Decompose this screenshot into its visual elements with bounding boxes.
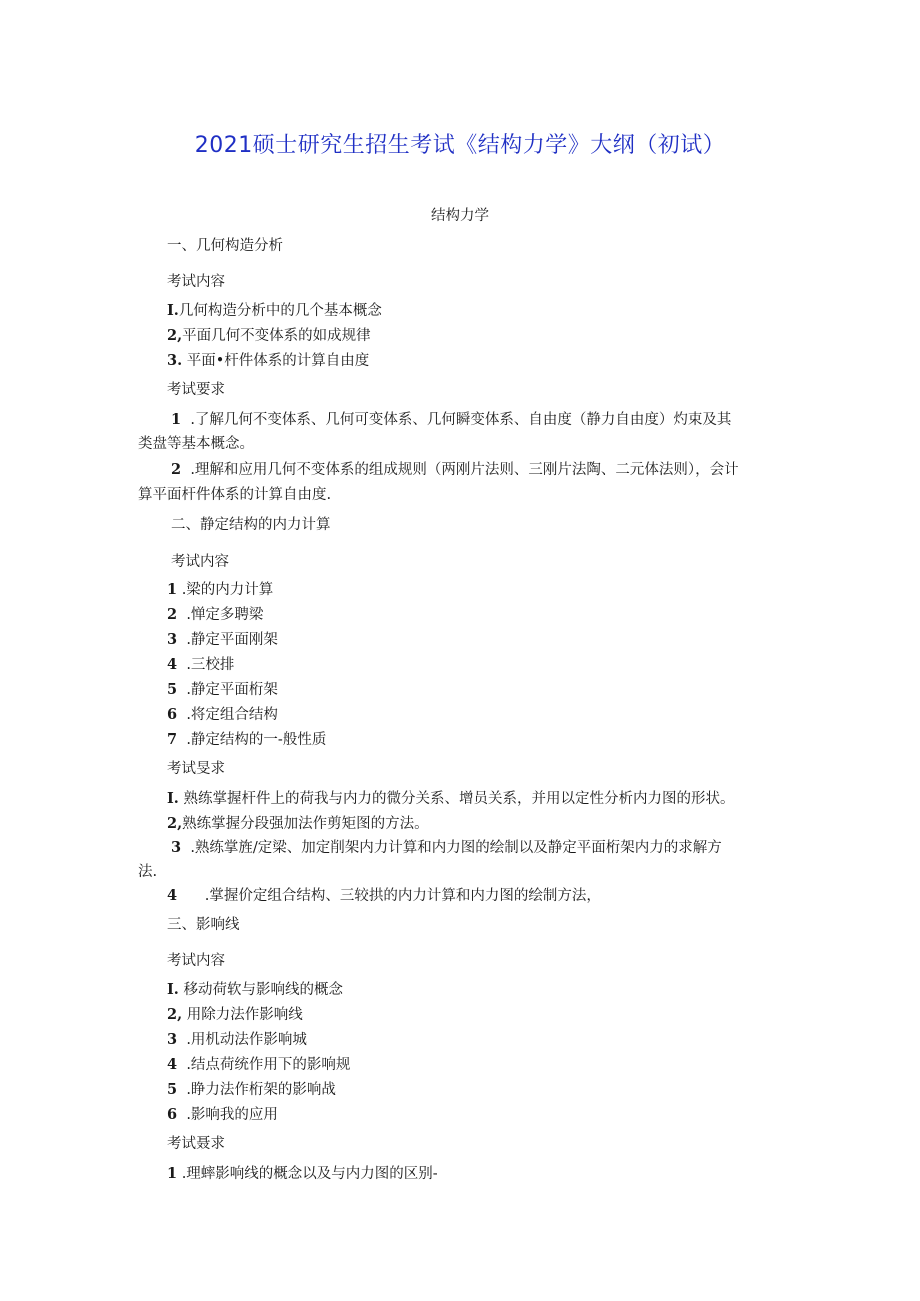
item-text: 移动荷软与影响线的概念 (183, 982, 343, 998)
item-text: .梁的内力计算 (181, 582, 274, 598)
item-number: 2, (167, 327, 183, 344)
item-number: 6 (167, 1106, 178, 1123)
item-number: 1 (167, 581, 178, 598)
section-heading: 一、几何构造分析 (167, 238, 283, 254)
item-text: .结点荷统作用下的影响规 (186, 1057, 351, 1073)
item-number: 3. (167, 352, 183, 369)
item-number: 1 (171, 411, 182, 428)
item-number: 4 (167, 887, 178, 904)
item-number: I. (167, 790, 179, 807)
item-text: 平面几何不变体系的如成规律 (182, 328, 371, 344)
requirement-item-continuation: 算平面杆件体系的计算自由度. (138, 487, 332, 503)
requirement-item (171, 838, 722, 858)
document-subtitle: 结构力学 (431, 208, 489, 224)
item-number: I. (167, 981, 179, 998)
requirement-item (167, 789, 734, 809)
item-number: I. (167, 302, 179, 319)
item-number: 4 (167, 1056, 178, 1073)
requirement-heading: 考试聂求 (167, 1136, 225, 1152)
list-item (167, 605, 263, 625)
item-text: .睁力法作桁架的影响战 (186, 1082, 336, 1098)
item-text: .三校排 (186, 657, 235, 673)
content-heading: 考试内容 (171, 554, 229, 570)
section-heading: 三、影响线 (167, 917, 240, 933)
requirement-item (171, 460, 739, 480)
requirement-heading: 考试要求 (167, 382, 225, 398)
item-number: 2 (167, 606, 178, 623)
item-text: .惮定多聘梁 (186, 607, 264, 623)
item-text: 几何构造分析中的几个基本概念 (178, 303, 382, 319)
item-number: 5 (167, 1081, 178, 1098)
item-text: .静定平面桁架 (186, 682, 278, 698)
requirement-item (167, 886, 601, 906)
list-item (167, 1030, 307, 1050)
item-text: .熟练掌旌/定梁、加定削架内力计算和内力图的绘制以及静定平面桁架内力的求解方 (190, 840, 722, 856)
requirement-item (171, 410, 731, 430)
item-text: 平面•杆件体系的计算自由度 (186, 353, 370, 369)
item-text: .理解和应用几何不变体系的组成规则（两刚片法则、三刚片法陶、二元体法则），会计 (190, 462, 739, 478)
list-item (167, 680, 278, 700)
list-item (167, 705, 278, 725)
list-item (167, 730, 326, 750)
requirement-item (167, 1164, 438, 1184)
item-text: .了解几何不变体系、几何可变体系、几何瞬变体系、自由度（静力自由度）灼束及其 (190, 412, 732, 428)
item-number: 2, (167, 1006, 183, 1023)
list-item (167, 980, 343, 1000)
item-text: .理蟀影响线的概念以及与内力图的区别- (181, 1166, 438, 1182)
list-item (167, 630, 278, 650)
item-number: 3 (167, 631, 178, 648)
item-number: 6 (167, 706, 178, 723)
requirement-heading: 考试旻求 (167, 761, 225, 777)
content-heading: 考试内容 (167, 274, 225, 290)
item-number: 5 (167, 681, 178, 698)
item-text: 熟练掌握杆件上的荷我与内力的微分关系、增员关系，并用以定性分析内力图的形状。 (183, 791, 735, 807)
list-item (167, 580, 273, 600)
list-item (167, 351, 369, 371)
list-item (167, 1105, 278, 1125)
item-text: .静定结构的一-般性质 (186, 732, 327, 748)
section-heading: 二、静定结构的内力计算 (171, 517, 331, 533)
item-text: .静定平面刚架 (186, 632, 278, 648)
item-number: 7 (167, 731, 178, 748)
item-number: 3 (171, 839, 182, 856)
item-number: 2 (171, 461, 182, 478)
list-item (167, 1080, 336, 1100)
content-heading: 考试内容 (167, 953, 225, 969)
item-number: 1 (167, 1165, 178, 1182)
item-number: 4 (167, 656, 178, 673)
item-text: 熟练掌握分段强加法作剪矩图的方法。 (182, 816, 429, 832)
list-item (167, 655, 234, 675)
list-item (167, 301, 382, 321)
item-text: 用除力法作影响线 (186, 1007, 303, 1023)
list-item (167, 326, 371, 346)
document-title: 2021硕士研究生招生考试《结构力学》大纲（初试） (194, 133, 726, 158)
item-number: 3 (167, 1031, 178, 1048)
requirement-item-continuation: 类盘等基本概念。 (138, 436, 254, 452)
item-text: .用机动法作影响城 (186, 1032, 307, 1048)
requirement-item-continuation: 法. (138, 864, 158, 880)
item-text: .将定组合结构 (186, 707, 278, 723)
item-text: .影响我的应用 (186, 1107, 278, 1123)
requirement-item (167, 814, 429, 834)
item-number: 2, (167, 815, 183, 832)
list-item (167, 1055, 350, 1075)
item-text: .掌握价定组合结构、三较拱的内力计算和内力图的绘制方法， (204, 888, 601, 904)
list-item (167, 1005, 303, 1025)
